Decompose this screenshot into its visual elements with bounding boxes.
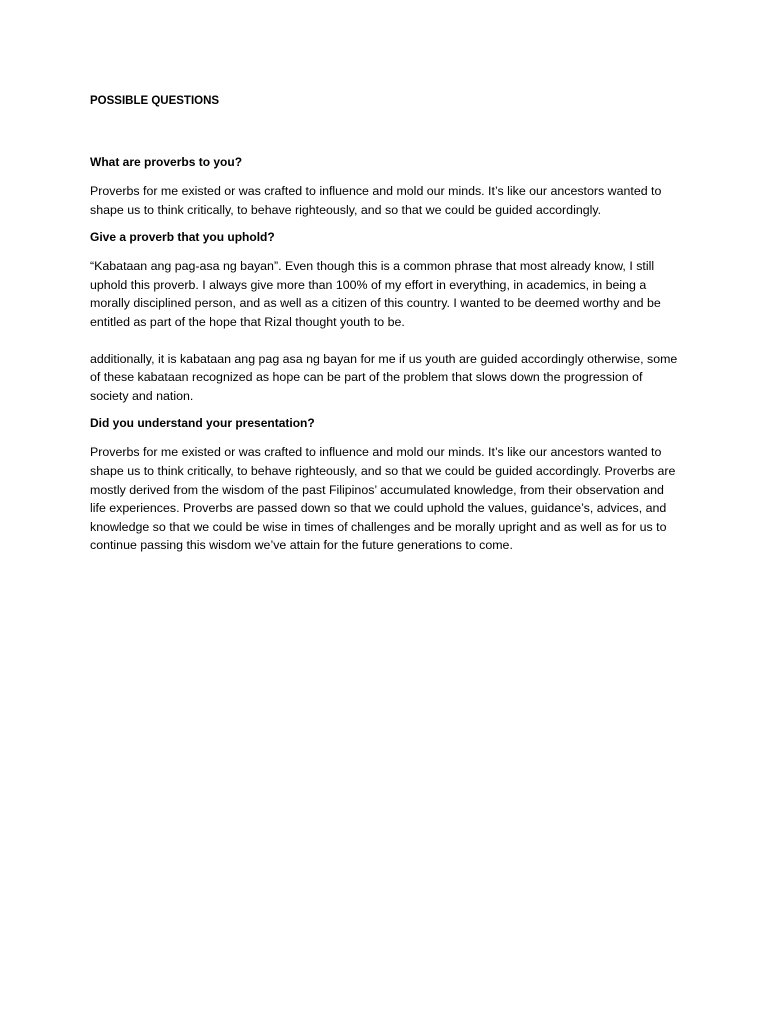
section-understand-presentation	[90, 415, 680, 555]
question-heading: Give a proverb that you uphold?	[90, 230, 275, 245]
section-what-are-proverbs	[90, 154, 680, 219]
document-title: POSSIBLE QUESTIONS	[90, 95, 220, 107]
answer-paragraph: Proverbs for me existed or was crafted to influence and mold our minds. It’s like our ancestors wanted to shape us to think critically, to behave righteously, and so that we could be guided accordingly. Proverbs are mostly derived from the wisdom of the past Filipinos’ accumulated knowledge, from their observation and life experiences. Proverbs are passed down so that we could uphold the values, guidance’s, advices, and knowledge so that we could be wise in times of challenges and be morally upright and as well as for us to continue passing this wisdom we’ve attain for the future generations to come.	[90, 445, 676, 553]
section-proverb-uphold	[90, 229, 680, 405]
answer-paragraph: Proverbs for me existed or was crafted to influence and mold our minds. It’s like our ancestors wanted to shape us to think critically, to behave righteously, and so that we could be guided accordingly.	[90, 184, 662, 217]
answer-paragraph: additionally, it is kabataan ang pag asa ng bayan for me if us youth are guided accordingly otherwise, some of these kabataan recognized as hope can be part of the problem that slows down the progression of society and nation.	[90, 351, 678, 403]
question-heading: Did you understand your presentation?	[90, 416, 315, 431]
answer-paragraph: “Kabataan ang pag-asa ng bayan”. Even though this is a common phrase that most already know, I still uphold this proverb. I always give more than 100% of my effort in everything, in academics, in being a morally disciplined person, and as well as a citizen of this country. I wanted to be deemed worthy and be entitled as part of the hope that Rizal thought youth to be.	[90, 259, 661, 329]
document-page	[90, 93, 680, 565]
question-heading: What are proverbs to you?	[90, 155, 243, 169]
